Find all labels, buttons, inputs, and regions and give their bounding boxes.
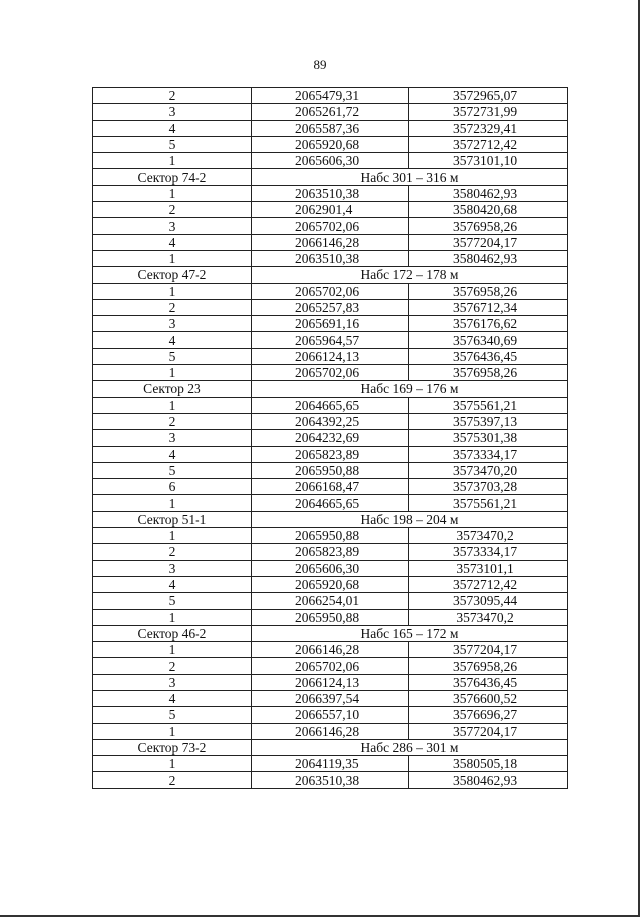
y-coordinate-cell: 3580462,93 (409, 772, 568, 788)
y-coordinate-cell: 3575301,38 (409, 430, 568, 446)
point-number-cell: 4 (93, 120, 252, 136)
table-row (93, 576, 568, 592)
x-coordinate-cell: 2065920,68 (252, 576, 409, 592)
x-coordinate-cell: 2066124,13 (252, 348, 409, 364)
y-coordinate-cell: 3573101,1 (409, 560, 568, 576)
y-coordinate-cell: 3580505,18 (409, 756, 568, 772)
coordinates-table (92, 87, 568, 789)
point-number-cell: 4 (93, 576, 252, 592)
point-number-cell: 1 (93, 185, 252, 201)
table-row (93, 218, 568, 234)
point-number-cell: 1 (93, 250, 252, 266)
y-coordinate-cell: 3575397,13 (409, 413, 568, 429)
x-coordinate-cell: 2065950,88 (252, 609, 409, 625)
x-coordinate-cell: 2062901,4 (252, 202, 409, 218)
table-row (93, 544, 568, 560)
nabs-range: Набс 165 – 172 м (252, 625, 568, 641)
y-coordinate-cell: 3573095,44 (409, 593, 568, 609)
table-row (93, 495, 568, 511)
table-row (93, 723, 568, 739)
table-row (93, 185, 568, 201)
point-number-cell: 1 (93, 283, 252, 299)
table-row (93, 462, 568, 478)
x-coordinate-cell: 2064119,35 (252, 756, 409, 772)
y-coordinate-cell: 3573470,20 (409, 462, 568, 478)
sector-label: Сектор 23 (93, 381, 252, 397)
table-row (93, 756, 568, 772)
point-number-cell: 3 (93, 560, 252, 576)
y-coordinate-cell: 3575561,21 (409, 397, 568, 413)
point-number-cell: 1 (93, 365, 252, 381)
table-row (93, 707, 568, 723)
point-number-cell: 1 (93, 495, 252, 511)
point-number-cell: 1 (93, 397, 252, 413)
point-number-cell: 1 (93, 153, 252, 169)
point-number-cell: 3 (93, 430, 252, 446)
x-coordinate-cell: 2066168,47 (252, 479, 409, 495)
y-coordinate-cell: 3573334,17 (409, 544, 568, 560)
table-row (93, 136, 568, 152)
y-coordinate-cell: 3576696,27 (409, 707, 568, 723)
x-coordinate-cell: 2064665,65 (252, 495, 409, 511)
point-number-cell: 2 (93, 658, 252, 674)
x-coordinate-cell: 2065587,36 (252, 120, 409, 136)
y-coordinate-cell: 3575561,21 (409, 495, 568, 511)
x-coordinate-cell: 2065950,88 (252, 528, 409, 544)
y-coordinate-cell: 3573334,17 (409, 446, 568, 462)
table-row (93, 153, 568, 169)
point-number-cell: 3 (93, 674, 252, 690)
x-coordinate-cell: 2065702,06 (252, 218, 409, 234)
point-number-cell: 5 (93, 593, 252, 609)
x-coordinate-cell: 2063510,38 (252, 185, 409, 201)
x-coordinate-cell: 2063510,38 (252, 250, 409, 266)
x-coordinate-cell: 2064232,69 (252, 430, 409, 446)
x-coordinate-cell: 2065479,31 (252, 88, 409, 104)
x-coordinate-cell: 2066146,28 (252, 642, 409, 658)
point-number-cell: 4 (93, 446, 252, 462)
table-row (93, 690, 568, 706)
sector-label: Сектор 73-2 (93, 739, 252, 755)
table-row (93, 332, 568, 348)
x-coordinate-cell: 2065702,06 (252, 283, 409, 299)
point-number-cell: 5 (93, 136, 252, 152)
x-coordinate-cell: 2065702,06 (252, 658, 409, 674)
point-number-cell: 2 (93, 413, 252, 429)
table-row (93, 283, 568, 299)
sector-label: Сектор 51-1 (93, 511, 252, 527)
y-coordinate-cell: 3573703,28 (409, 479, 568, 495)
y-coordinate-cell: 3576340,69 (409, 332, 568, 348)
x-coordinate-cell: 2066124,13 (252, 674, 409, 690)
y-coordinate-cell: 3576436,45 (409, 348, 568, 364)
page-number: 89 (313, 57, 327, 72)
sector-label: Сектор 46-2 (93, 625, 252, 641)
sector-label: Сектор 74-2 (93, 169, 252, 185)
point-number-cell: 1 (93, 723, 252, 739)
x-coordinate-cell: 2065261,72 (252, 104, 409, 120)
x-coordinate-cell: 2066146,28 (252, 723, 409, 739)
point-number-cell: 2 (93, 299, 252, 315)
x-coordinate-cell: 2065964,57 (252, 332, 409, 348)
x-coordinate-cell: 2065691,16 (252, 316, 409, 332)
point-number-cell: 2 (93, 544, 252, 560)
y-coordinate-cell: 3572712,42 (409, 136, 568, 152)
sector-label: Сектор 47-2 (93, 267, 252, 283)
table-row (93, 365, 568, 381)
nabs-range: Набс 301 – 316 м (252, 169, 568, 185)
table-row (93, 609, 568, 625)
point-number-cell: 2 (93, 88, 252, 104)
point-number-cell: 2 (93, 772, 252, 788)
y-coordinate-cell: 3573470,2 (409, 528, 568, 544)
table-row (93, 446, 568, 462)
sector-header-row (93, 169, 568, 185)
table-row (93, 397, 568, 413)
y-coordinate-cell: 3573101,10 (409, 153, 568, 169)
x-coordinate-cell: 2064392,25 (252, 413, 409, 429)
x-coordinate-cell: 2065606,30 (252, 153, 409, 169)
y-coordinate-cell: 3572712,42 (409, 576, 568, 592)
point-number-cell: 3 (93, 104, 252, 120)
point-number-cell: 4 (93, 234, 252, 250)
point-number-cell: 1 (93, 528, 252, 544)
y-coordinate-cell: 3580462,93 (409, 250, 568, 266)
table-row (93, 479, 568, 495)
point-number-cell: 1 (93, 609, 252, 625)
point-number-cell: 3 (93, 218, 252, 234)
x-coordinate-cell: 2066254,01 (252, 593, 409, 609)
x-coordinate-cell: 2064665,65 (252, 397, 409, 413)
nabs-range: Набс 198 – 204 м (252, 511, 568, 527)
y-coordinate-cell: 3576958,26 (409, 658, 568, 674)
x-coordinate-cell: 2065823,89 (252, 446, 409, 462)
table-row (93, 250, 568, 266)
y-coordinate-cell: 3572329,41 (409, 120, 568, 136)
nabs-range: Набс 286 – 301 м (252, 739, 568, 755)
table-row (93, 316, 568, 332)
y-coordinate-cell: 3573470,2 (409, 609, 568, 625)
y-coordinate-cell: 3576958,26 (409, 218, 568, 234)
y-coordinate-cell: 3576600,52 (409, 690, 568, 706)
point-number-cell: 4 (93, 332, 252, 348)
x-coordinate-cell: 2065257,83 (252, 299, 409, 315)
y-coordinate-cell: 3576436,45 (409, 674, 568, 690)
table-row (93, 104, 568, 120)
table-row (93, 234, 568, 250)
sector-header-row (93, 739, 568, 755)
point-number-cell: 4 (93, 690, 252, 706)
sector-header-row (93, 267, 568, 283)
sector-header-row (93, 625, 568, 641)
x-coordinate-cell: 2065920,68 (252, 136, 409, 152)
table-row (93, 642, 568, 658)
nabs-range: Набс 172 – 178 м (252, 267, 568, 283)
y-coordinate-cell: 3580420,68 (409, 202, 568, 218)
table-row (93, 772, 568, 788)
table-row (93, 202, 568, 218)
x-coordinate-cell: 2063510,38 (252, 772, 409, 788)
table-row (93, 413, 568, 429)
y-coordinate-cell: 3576958,26 (409, 283, 568, 299)
sector-header-row (93, 381, 568, 397)
coordinates-table-body (93, 88, 568, 789)
y-coordinate-cell: 3572731,99 (409, 104, 568, 120)
point-number-cell: 6 (93, 479, 252, 495)
table-row (93, 658, 568, 674)
x-coordinate-cell: 2065702,06 (252, 365, 409, 381)
y-coordinate-cell: 3577204,17 (409, 723, 568, 739)
y-coordinate-cell: 3572965,07 (409, 88, 568, 104)
table-row (93, 528, 568, 544)
y-coordinate-cell: 3576176,62 (409, 316, 568, 332)
table-row (93, 674, 568, 690)
nabs-range: Набс 169 – 176 м (252, 381, 568, 397)
x-coordinate-cell: 2066557,10 (252, 707, 409, 723)
x-coordinate-cell: 2065823,89 (252, 544, 409, 560)
table-row (93, 430, 568, 446)
table-row (93, 348, 568, 364)
table-row (93, 593, 568, 609)
table-row (93, 560, 568, 576)
point-number-cell: 5 (93, 707, 252, 723)
x-coordinate-cell: 2065606,30 (252, 560, 409, 576)
table-row (93, 120, 568, 136)
table-row (93, 88, 568, 104)
x-coordinate-cell: 2065950,88 (252, 462, 409, 478)
y-coordinate-cell: 3576712,34 (409, 299, 568, 315)
point-number-cell: 5 (93, 462, 252, 478)
x-coordinate-cell: 2066146,28 (252, 234, 409, 250)
point-number-cell: 3 (93, 316, 252, 332)
sector-header-row (93, 511, 568, 527)
point-number-cell: 1 (93, 642, 252, 658)
x-coordinate-cell: 2066397,54 (252, 690, 409, 706)
y-coordinate-cell: 3576958,26 (409, 365, 568, 381)
point-number-cell: 5 (93, 348, 252, 364)
point-number-cell: 1 (93, 756, 252, 772)
point-number-cell: 2 (93, 202, 252, 218)
y-coordinate-cell: 3577204,17 (409, 642, 568, 658)
y-coordinate-cell: 3577204,17 (409, 234, 568, 250)
y-coordinate-cell: 3580462,93 (409, 185, 568, 201)
table-row (93, 299, 568, 315)
